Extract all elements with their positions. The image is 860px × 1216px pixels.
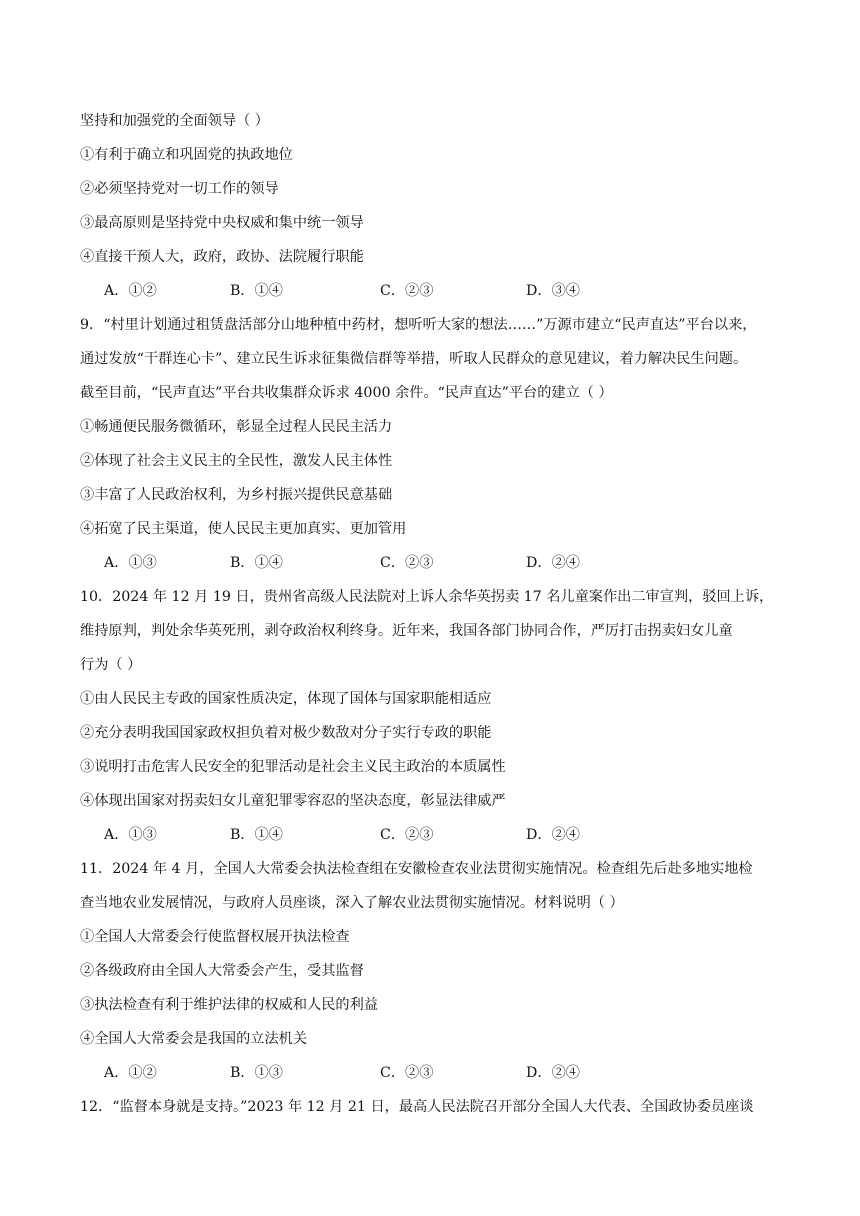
q9-option-a[interactable]: A．①③: [104, 555, 157, 571]
q10-options: [104, 825, 704, 845]
q8-option-a[interactable]: A．①②: [104, 283, 157, 299]
q11-option-d[interactable]: D．②④: [526, 1065, 580, 1081]
q8-statement-4: ④直接干预人大，政府，政协、法院履行职能: [80, 249, 364, 265]
q9-statement-2: ②体现了社会主义民主的全民性，激发人民主体性: [80, 453, 393, 469]
q10-statement-2: ②充分表明我国国家政权担负着对极少数敌对分子实行专政的职能: [80, 725, 492, 741]
q11-statement-4: ④全国人大常委会是我国的立法机关: [80, 1031, 308, 1047]
q9-statement-3: ③丰富了人民政治权利，为乡村振兴提供民意基础: [80, 487, 393, 503]
q11-stem-line-2: 查当地农业发展情况，与政府人员座谈，深入了解农业法贯彻实施情况。材料说明（ ）: [80, 895, 624, 911]
q11-statement-1: ①全国人大常委会行使监督权展开执法检查: [80, 929, 350, 945]
q8-statement-1: ①有利于确立和巩固党的执政地位: [80, 147, 293, 163]
q8-stem: 坚持和加强党的全面领导（ ）: [80, 113, 269, 129]
q10-statement-3: ③说明打击危害人民安全的犯罪活动是社会主义民主政治的本质属性: [80, 759, 506, 775]
q11-stem-line-1: 11．2024 年 4 月，全国人大常委会执法检查组在安徽检查农业法贯彻实施情况。检查组先后赴多地实地检: [80, 861, 753, 877]
q11-option-c[interactable]: C．②③: [380, 1065, 434, 1081]
q10-option-a[interactable]: A．①③: [104, 827, 157, 843]
q9-statement-4: ④拓宽了民主渠道，使人民民主更加真实、更加管用: [80, 521, 407, 537]
q11-option-a[interactable]: A．①②: [104, 1065, 157, 1081]
q10-option-c[interactable]: C．②③: [380, 827, 434, 843]
q8-option-b[interactable]: B．①④: [230, 283, 283, 299]
q8-options: [104, 281, 704, 301]
q10-statement-4: ④体现出国家对拐卖妇女儿童犯罪零容忍的坚决态度，彰显法律威严: [80, 793, 506, 809]
q10-stem-line-2: 维持原判，判处余华英死刑，剥夺政治权利终身。近年来，我国各部门协同合作，严厉打击拐卖妇女儿童: [80, 623, 733, 639]
q9-statement-1: ①畅通便民服务微循环，彰显全过程人民民主活力: [80, 419, 393, 435]
q10-option-d[interactable]: D．②④: [526, 827, 580, 843]
q9-option-c[interactable]: C．②③: [380, 555, 434, 571]
q10-option-b[interactable]: B．①④: [230, 827, 283, 843]
q11-statement-3: ③执法检查有利于维护法律的权威和人民的利益: [80, 997, 378, 1013]
q11-options: [104, 1063, 704, 1083]
q9-option-b[interactable]: B．①④: [230, 555, 283, 571]
q8-statement-3: ③最高原则是坚持党中央权威和集中统一领导: [80, 215, 364, 231]
q9-options: [104, 553, 704, 573]
q9-stem-line-1: 9．“村里计划通过租赁盘活部分山地种植中药材，想听听大家的想法……”万源市建立“民声直达”平台以来，: [80, 317, 757, 333]
q10-statement-1: ①由人民民主专政的国家性质决定，体现了国体与国家职能相适应: [80, 691, 492, 707]
q8-option-d[interactable]: D．③④: [526, 283, 580, 299]
q10-stem-line-3: 行为（ ）: [80, 657, 142, 673]
q11-option-b[interactable]: B．①③: [230, 1065, 283, 1081]
q9-stem-line-2: 通过发放“干群连心卡”、建立民生诉求征集微信群等举措，听取人民群众的意见建议，着力解决民生问题。: [80, 351, 748, 367]
q9-option-d[interactable]: D．②④: [526, 555, 580, 571]
q10-stem-line-1: 10．2024 年 12 月 19 日，贵州省高级人民法院对上诉人余华英拐卖 17 名儿童案作出二审宣判，驳回上诉，: [80, 589, 774, 605]
q9-stem-line-3: 截至目前，“民声直达”平台共收集群众诉求 4000 余件。“民声直达”平台的建立（ ）: [80, 385, 613, 401]
q11-statement-2: ②各级政府由全国人大常委会产生，受其监督: [80, 963, 364, 979]
q8-option-c[interactable]: C．②③: [380, 283, 434, 299]
q8-statement-2: ②必须坚持党对一切工作的领导: [80, 181, 279, 197]
q12-stem-line-1: 12．“监督本身就是支持。”2023 年 12 月 21 日，最高人民法院召开部分全国人大代表、全国政协委员座谈: [80, 1099, 754, 1115]
